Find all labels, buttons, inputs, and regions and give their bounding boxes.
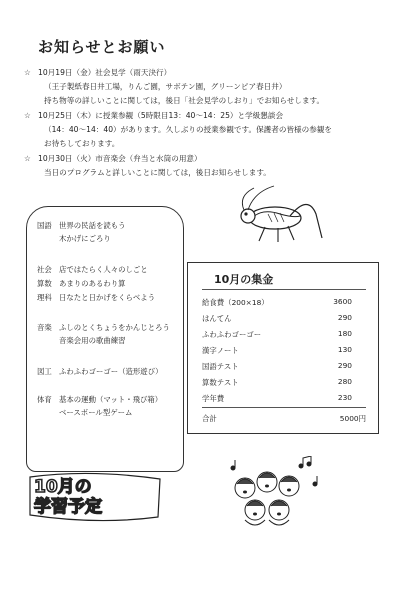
notice-line: （14：40〜14：40）があります。久しぶりの授業参観です。保護者の皆様の参観を	[44, 125, 333, 134]
notice-line: お待ちしております。	[44, 139, 120, 148]
schedule-row: 算数 あまりのあるわり算	[37, 279, 126, 288]
schedule-row: 社会 店ではたらく人々のしごと	[37, 265, 148, 274]
money-row: ふわふわゴーゴー 180	[202, 329, 352, 339]
star-icon: ☆	[24, 154, 31, 163]
singing-children-illustration	[215, 456, 335, 536]
money-box	[187, 262, 379, 434]
banner-text: 10月の 学習予定	[34, 477, 102, 517]
notice-line: 持ち物等の詳しいことに関しては，後日「社会見学のしおり」でお知らせします。	[44, 96, 325, 105]
banner	[26, 471, 164, 519]
notice-line: ☆ 10月19日（金）社会見学（雨天決行）	[24, 66, 171, 80]
money-row: 算数テスト 280	[202, 377, 352, 387]
schedule-row: 理科 日なたと日かげをくらべよう	[37, 293, 156, 302]
money-row: はんてん 290	[202, 313, 352, 323]
notice-line: ☆ 10月30日（火）市音楽会（弁当と水筒の用意）	[24, 152, 202, 166]
notice-line: 当日のプログラムと詳しいことに関しては，後日お知らせします。	[44, 168, 271, 177]
star-icon: ☆	[24, 68, 31, 77]
money-title: 10月の集金	[214, 273, 274, 286]
divider	[202, 289, 366, 290]
schedule-row: 体育 基本の運動（マット・飛び箱） ベースボール型ゲーム	[37, 395, 163, 417]
money-row: 国語テスト 290	[202, 361, 352, 371]
money-row: 学年費 230	[202, 393, 352, 403]
star-icon: ☆	[24, 111, 31, 120]
money-row: 漢字ノート 130	[202, 345, 352, 355]
page-title: お知らせとお願い	[38, 38, 166, 56]
money-row: 給食費（200×18） 3600	[202, 297, 352, 307]
money-total: 合計 5000円	[202, 414, 366, 423]
notice-line: （王子製紙春日井工場，りんご園，サボテン園，グリーンピア春日井）	[44, 82, 287, 91]
schedule-row: 国語 世界の民話を読もう 木かげにごろり	[37, 221, 126, 243]
schedule-row: 図工 ふわふわゴーゴー（造形遊び）	[37, 367, 163, 376]
schedule-box	[26, 206, 184, 472]
divider	[202, 407, 366, 408]
cricket-illustration	[230, 180, 330, 250]
schedule-row: 音楽 ふしのとくちょうをかんじとろう 音楽会用の歌曲練習	[37, 323, 170, 345]
notice-line: ☆ 10月25日（木）に授業参観（5時限目13：40〜14：25）と学級懇談会	[24, 109, 283, 123]
